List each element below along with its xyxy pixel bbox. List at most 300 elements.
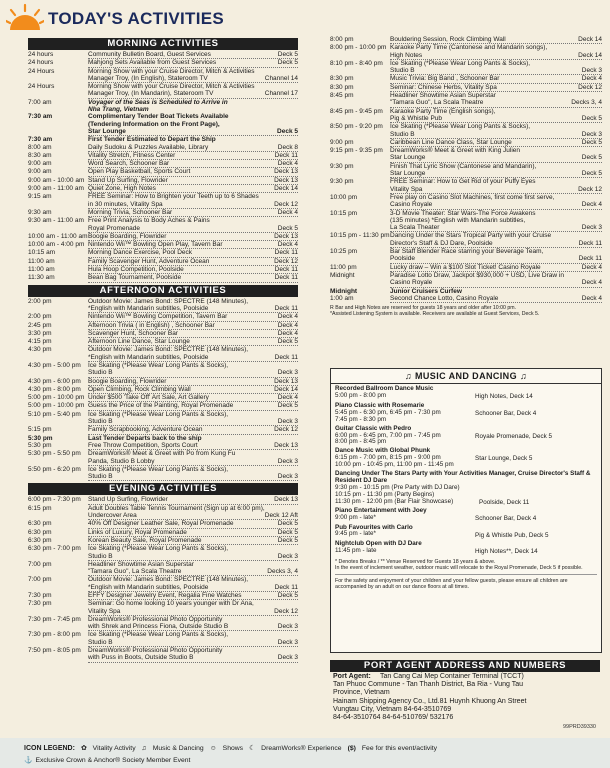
schedule-row xyxy=(28,631,298,647)
event-description: Karaoke Party Time (English songs), xyxy=(390,107,496,115)
event-line xyxy=(88,330,298,338)
event-venue: Deck 3 xyxy=(581,67,602,75)
event-description: Ice Skating (*Please Wear Long Pants & Socks), xyxy=(88,465,229,473)
event-time: 9:30 am - 11:00 am xyxy=(28,217,84,225)
event-description: Voyager of the Seas is Scheduled to Arrive in xyxy=(88,98,228,106)
event-details xyxy=(88,113,298,136)
event-details xyxy=(390,139,602,147)
schedule-row xyxy=(28,68,298,84)
event-venue: Deck 5 xyxy=(581,114,602,122)
event-description: Daily Sudoku & Puzzles Available, Library xyxy=(88,143,209,151)
event-venue: Deck 12 xyxy=(274,426,298,434)
event-venue: Deck 4 xyxy=(277,241,298,249)
event-description: "Tamara Guo", La Scala Theatre xyxy=(390,99,484,107)
evening-list-continued xyxy=(330,36,602,303)
music-entry xyxy=(331,523,601,540)
event-description: Stand Up Surfing, Flowrider xyxy=(88,176,168,184)
event-description: Studio B xyxy=(88,638,113,646)
event-details xyxy=(88,386,298,394)
event-details xyxy=(88,338,298,346)
event-description: Outdoor Movie: James Bond: SPECTRE (148 Minutes), xyxy=(88,576,249,584)
schedule-row xyxy=(330,272,602,288)
event-description: Second Chance Lotto, Casino Royale xyxy=(390,294,499,302)
legend-row xyxy=(24,756,190,764)
event-venue: Deck 12 xyxy=(578,83,602,91)
schedule-row xyxy=(28,426,298,434)
schedule-row xyxy=(28,209,298,217)
event-description: Morning Show with your Cruise Director, Mitch & Activities xyxy=(88,67,255,75)
event-details xyxy=(390,232,602,248)
event-details xyxy=(88,346,298,362)
legend-row xyxy=(24,744,437,752)
event-description: Family Scavenger Hunt, Adventure Ocean xyxy=(88,257,210,265)
event-line xyxy=(88,136,298,143)
event-details xyxy=(88,209,298,217)
event-time: 6:15 pm xyxy=(28,504,52,512)
event-description: Lucky draw – Win a $100 Slot Ticket! Casino Royale xyxy=(390,263,541,271)
event-time: 7:30 pm xyxy=(28,600,52,608)
left-column xyxy=(28,36,298,663)
event-details xyxy=(390,272,602,288)
event-description: Star Lounge xyxy=(390,170,426,178)
music-venue: Pig & Whistle Pub, Deck 5 xyxy=(475,531,549,539)
schedule-row xyxy=(330,163,602,179)
event-line xyxy=(390,115,602,123)
event-description: Music Trivia: Big Band , Schooner Bar xyxy=(390,75,500,83)
event-details xyxy=(390,194,602,210)
event-description: Morning Dance Exercise, Pool Deck xyxy=(88,249,193,257)
event-time: 7:50 pm - 8:05 pm xyxy=(28,647,81,655)
event-description: Royal Promenade xyxy=(88,224,141,232)
schedule-row xyxy=(28,193,298,209)
event-description: *English with Mandarin subtitles, Poolside xyxy=(88,304,209,312)
event-line xyxy=(88,442,298,450)
event-line xyxy=(88,233,298,241)
music-title: Piano Entertainment with Joey xyxy=(335,506,427,514)
event-details xyxy=(88,168,298,176)
schedule-row xyxy=(28,346,298,362)
fee-icon: ($) xyxy=(347,744,356,752)
event-time: 8:45 pm xyxy=(330,92,354,100)
schedule-row xyxy=(330,84,602,92)
event-line xyxy=(390,201,602,209)
schedule-row xyxy=(28,233,298,241)
event-line xyxy=(88,241,298,249)
event-details xyxy=(88,136,298,143)
event-line xyxy=(88,473,298,481)
morning-list xyxy=(28,51,298,283)
schedule-row xyxy=(28,59,298,67)
music-time: 6:15 pm - 7:00 pm, 8:15 pm - 9:00 pm xyxy=(335,454,441,462)
event-time: 6:30 pm - 7:00 pm xyxy=(28,545,81,553)
event-time: 8:00 pm xyxy=(330,36,354,43)
event-time: 10:15 pm - 11:30 pm xyxy=(330,232,390,240)
event-line xyxy=(88,106,298,113)
event-time: 8:10 pm - 8:40 pm xyxy=(330,59,383,67)
music-venue: Star Lounge, Deck 5 xyxy=(475,455,533,463)
event-line xyxy=(88,496,298,504)
event-details xyxy=(88,233,298,241)
schedule-row xyxy=(28,113,298,136)
music-entry-details xyxy=(335,403,475,424)
event-details xyxy=(88,59,298,67)
event-details xyxy=(88,450,298,466)
event-details xyxy=(390,108,602,124)
event-details xyxy=(88,402,298,410)
port-line: Vungtau City, Vietnam 84-64-3510769 xyxy=(333,705,452,713)
event-details xyxy=(390,178,602,194)
event-line xyxy=(390,52,602,60)
event-description: EFFY Designer Jewelry Event, Regalia Fine Watches xyxy=(88,592,242,599)
event-details xyxy=(88,647,298,663)
event-time: 4:30 pm - 5:00 pm xyxy=(28,361,81,369)
event-time: 10:25 pm xyxy=(330,248,358,256)
event-description: Ice Skating (*Please Wear Long Pants & Socks), xyxy=(390,59,531,67)
right-column xyxy=(330,36,602,317)
schedule-row xyxy=(28,386,298,394)
event-details xyxy=(88,298,298,314)
event-venue: Deck 3 xyxy=(277,654,298,662)
event-line xyxy=(88,623,298,631)
evening-list xyxy=(28,496,298,662)
event-time: 7:30 pm xyxy=(28,592,52,599)
event-line xyxy=(88,386,298,394)
event-line xyxy=(88,201,298,209)
event-description: Open Play Basketball, Sports Court xyxy=(88,168,191,176)
event-description: Community Bulletin Board, Guest Services xyxy=(88,51,211,58)
event-venue: Deck 11 xyxy=(274,151,298,159)
event-time: Midnight xyxy=(330,287,358,295)
music-entry-details xyxy=(335,448,475,469)
event-line xyxy=(390,288,602,295)
event-venue: Deck 5 xyxy=(277,224,298,232)
event-time: 1:00 am xyxy=(330,294,354,302)
event-time: 24 Hours xyxy=(28,83,55,91)
schedule-row xyxy=(28,241,298,249)
event-details xyxy=(88,241,298,249)
event-time: 4:15 pm xyxy=(28,338,52,346)
schedule-row xyxy=(330,75,602,83)
event-line xyxy=(88,608,298,616)
event-description: Karaoke Party Time (Cantonese and Mandarin songs), xyxy=(390,44,548,52)
event-line xyxy=(390,170,602,178)
event-line xyxy=(88,160,298,168)
schedule-row xyxy=(28,330,298,338)
event-line xyxy=(88,225,298,233)
music-time: 5:00 pm - 8:00 pm xyxy=(335,391,387,399)
event-description: "Tamara Guo", La Scala Theatre xyxy=(88,568,182,576)
event-time: 6:00 pm - 7:30 pm xyxy=(28,496,81,504)
event-time: 11:30 am xyxy=(28,274,55,282)
event-details xyxy=(88,631,298,647)
event-time: 5:30 pm xyxy=(28,434,53,442)
schedule-row xyxy=(330,194,602,210)
event-venue: Deck 4 xyxy=(277,321,298,329)
event-time: 9:00 am - 10:00 am xyxy=(28,176,85,184)
event-time: 3:30 pm xyxy=(28,329,52,337)
event-details xyxy=(88,99,298,114)
event-description: 3-D Movie Theater: Star Wars-The Force Awakens xyxy=(390,209,536,217)
event-details xyxy=(88,266,298,274)
event-description: Headliner Showtime Asian Superstar xyxy=(390,92,496,100)
event-description: Ice Skating (*Please Wear Long Pants & Socks), xyxy=(88,410,229,418)
event-line xyxy=(390,154,602,162)
event-venue: Deck 13 xyxy=(274,441,298,449)
music-title: Guitar Classic with Pedro xyxy=(335,424,412,432)
schedule-row xyxy=(28,537,298,545)
event-description: *English with Mandarin subtitles, Poolside xyxy=(88,583,209,591)
music-venue: High Notes**, Deck 14 xyxy=(475,548,538,556)
event-time: 5:50 pm - 6:20 pm xyxy=(28,465,81,473)
event-time: 6:30 pm xyxy=(28,536,52,544)
schedule-row xyxy=(330,295,602,303)
port-line: Province, Vietnam xyxy=(333,689,390,697)
event-venue: Deck 5 xyxy=(277,536,298,544)
schedule-row xyxy=(28,274,298,282)
schedule-row xyxy=(28,529,298,537)
schedule-row xyxy=(330,92,602,108)
event-description: Ice Skating (*Please Wear Long Pants & Socks), xyxy=(88,361,229,369)
schedule-row xyxy=(330,147,602,163)
event-description: Casino Royale xyxy=(390,201,433,209)
event-venue: Deck 13 xyxy=(274,496,298,504)
event-line xyxy=(88,322,298,330)
event-description: Seminar: Go home looking 10 years younger with Dr Ana, xyxy=(88,600,254,608)
morning-heading: MORNING ACTIVITIES xyxy=(28,38,298,50)
event-time: 4:30 pm - 6:00 pm xyxy=(28,377,81,385)
event-details xyxy=(88,561,298,577)
event-description: Ice Skating (*Please Wear Long Pants & Socks), xyxy=(390,123,531,131)
event-time: 7:30 am xyxy=(28,113,53,121)
schedule-row xyxy=(28,616,298,632)
event-description: Links of Luxury, Royal Promenade xyxy=(88,528,187,536)
schedule-row xyxy=(28,450,298,466)
music-entry-details xyxy=(335,471,597,506)
schedule-row xyxy=(28,152,298,160)
event-description: Under $500 'Take Off' Art Sale, Art Gallery xyxy=(88,394,209,402)
event-venue: Deck 13 xyxy=(274,168,298,176)
music-time: 9:45 pm - late* xyxy=(335,530,376,538)
event-description: Headliner Showtime Asian Superstar xyxy=(88,560,194,568)
music-time: 6:00 pm - 6:45 pm, 7:00 pm - 7:45 pm xyxy=(335,431,441,439)
event-time: 5:15 pm xyxy=(28,426,52,434)
event-description: Ice Skating (*Please Wear Long Pants & Socks), xyxy=(88,631,229,639)
music-venue: Royale Promenade, Deck 5 xyxy=(475,432,553,440)
event-time: 8:30 pm xyxy=(330,83,354,91)
schedule-row xyxy=(28,647,298,663)
event-time: 8:30 pm xyxy=(330,75,354,83)
music-venue: High Notes, Deck 14 xyxy=(475,393,533,400)
event-description: FREE Seminar: How to Brighten your Teeth up to 6 Shades xyxy=(88,193,259,201)
event-description: Studio B xyxy=(88,473,113,481)
event-description: Hula Hoop Competition, Poolside xyxy=(88,266,184,274)
event-venue: Deck 8 xyxy=(277,143,298,151)
schedule-row xyxy=(28,185,298,193)
event-time: 6:30 pm xyxy=(28,528,52,536)
event-description: Family Scrapbooking, Adventure Ocean xyxy=(88,426,203,434)
music-entry xyxy=(331,424,601,447)
event-time: 7:00 am xyxy=(28,98,52,106)
event-venue: Deck 13 xyxy=(274,377,298,385)
schedule-row xyxy=(28,298,298,314)
event-description: Last Tender Departs back to the ship xyxy=(88,434,202,442)
event-details xyxy=(88,330,298,338)
event-description: DreamWorks® Meet & Greet with Po from Kung Fu xyxy=(88,450,236,458)
event-description: DreamWorks® Professional Photo Opportunity xyxy=(88,615,223,623)
event-venue: Deck 4 xyxy=(277,208,298,216)
event-description: Seminar: Chinese Herbs, Vitality Spa xyxy=(390,83,497,91)
event-description: Word Search, Schooner Bar xyxy=(88,160,170,168)
event-description: Boogie Boarding, Flowrider xyxy=(88,232,167,240)
event-details xyxy=(88,576,298,592)
schedule-row xyxy=(330,44,602,60)
event-venue: Channel 14 xyxy=(264,74,298,82)
event-time: 24 hours xyxy=(28,51,54,58)
music-heading-row xyxy=(331,369,601,384)
event-details xyxy=(88,426,298,434)
event-details xyxy=(390,123,602,139)
event-venue: Deck 5 xyxy=(277,51,298,58)
event-time: 7:30 am xyxy=(28,136,53,144)
event-venue: Deck 3 xyxy=(581,224,602,232)
schedule-row xyxy=(28,394,298,402)
event-time: 7:30 pm - 8:00 pm xyxy=(28,631,81,639)
event-venue: Deck 3 xyxy=(277,623,298,631)
music-icon: ♫ xyxy=(141,744,147,752)
event-description: Free play on Casino Slot Machines, first come first serve, xyxy=(390,193,555,201)
event-line xyxy=(390,36,602,44)
event-description: Studio B xyxy=(88,369,113,377)
event-line xyxy=(88,435,298,442)
event-description: Studio B xyxy=(390,67,415,75)
schedule-row xyxy=(28,520,298,528)
event-details xyxy=(88,51,298,59)
port-agent-info xyxy=(333,673,599,722)
event-time: 24 hours xyxy=(28,59,54,67)
event-description: Ice Skating (*Please Wear Long Pants & Socks), xyxy=(88,545,229,553)
port-agent-row xyxy=(333,673,599,681)
event-details xyxy=(390,210,602,233)
event-details xyxy=(88,258,298,266)
schedule-row xyxy=(28,249,298,257)
event-time: 11:00 am xyxy=(28,266,55,274)
music-time: 11:45 pm - late xyxy=(335,547,377,555)
event-time: 11:00 pm xyxy=(330,263,357,271)
event-venue: Deck 5 xyxy=(277,528,298,536)
event-time: 5:10 pm - 5:40 pm xyxy=(28,410,81,418)
event-details xyxy=(88,545,298,561)
schedule-row xyxy=(28,496,298,504)
event-venue: Deck 5 xyxy=(277,338,298,346)
event-venue: Deck 4 xyxy=(277,329,298,337)
event-time: 9:15 am xyxy=(28,193,52,201)
schedule-row xyxy=(28,576,298,592)
schedule-row xyxy=(28,136,298,143)
event-venue: Deck 11 xyxy=(274,304,298,312)
event-time: 10:00 pm xyxy=(330,193,358,201)
event-line xyxy=(390,84,602,92)
event-description: with Shrek and Princess Fiona, Outside Studio B xyxy=(88,623,229,631)
event-description: Complimentary Tender Boat Tickets Available xyxy=(88,113,229,121)
event-line xyxy=(88,313,298,321)
event-line xyxy=(88,654,298,662)
event-description: Panda, Studio B Lobby xyxy=(88,457,155,465)
event-line xyxy=(88,426,298,434)
music-time: 5:45 pm - 6:30 pm, 6:45 pm - 7:30 pm xyxy=(335,408,441,416)
evening-heading: EVENING ACTIVITIES xyxy=(28,483,298,495)
event-description: Undercover Area xyxy=(88,512,137,520)
event-venue: Deck 4 xyxy=(277,313,298,321)
event-details xyxy=(88,600,298,616)
music-time: 10:15 pm - 11:30 pm (Party Begins) xyxy=(335,490,435,498)
event-details xyxy=(88,496,298,504)
event-line xyxy=(88,418,298,426)
music-entry xyxy=(331,384,601,401)
event-details xyxy=(390,44,602,60)
legend-shows: Shows xyxy=(222,744,244,752)
document-code: 99PRD39330 xyxy=(562,724,596,730)
event-details xyxy=(390,36,602,44)
music-title: Nightclub Open with DJ Dare xyxy=(335,540,422,548)
event-line xyxy=(88,305,298,313)
event-details xyxy=(88,274,298,282)
port-agent-label: Port Agent: xyxy=(333,673,371,680)
music-time: 8:00 pm - 8:45 pm xyxy=(335,438,387,446)
event-description: Studio B xyxy=(88,418,113,426)
event-venue: Deck 12 xyxy=(578,185,602,193)
music-time: 11:30 pm - 12:00 pm (Bar Flair Showcase) xyxy=(335,497,454,505)
event-venue: Deck 12 xyxy=(274,200,298,208)
event-details xyxy=(390,295,602,303)
event-line xyxy=(390,295,602,303)
event-time: 6:30 pm xyxy=(28,520,52,528)
event-description: Afternoon Trivia ( in English) , Schooner Bar xyxy=(88,321,215,329)
event-venue: Deck 5 xyxy=(277,59,298,67)
event-time: 24 Hours xyxy=(28,67,55,75)
event-line xyxy=(88,402,298,410)
event-venue: Deck 4 xyxy=(581,294,602,302)
music-entry xyxy=(331,401,601,424)
event-description: Open Climbing, Rock Climbing Wall xyxy=(88,385,191,393)
music-entry-details xyxy=(335,541,475,556)
event-details xyxy=(88,217,298,233)
event-time: 8:00 pm - 10:00 pm xyxy=(330,44,387,52)
event-time: 9:00 am xyxy=(28,160,52,168)
music-time: 9:00 pm - late* xyxy=(335,513,376,521)
event-description: Casino Royale xyxy=(390,279,433,287)
event-description: Star Lounge xyxy=(88,127,126,135)
event-details xyxy=(390,84,602,92)
afternoon-list xyxy=(28,298,298,482)
event-details xyxy=(390,248,602,264)
event-description: DreamWorks® Professional Photo Opportunity xyxy=(88,647,223,655)
event-time: 9:00 pm xyxy=(330,138,354,146)
shows-icon: ☺ xyxy=(209,744,217,752)
event-time: 9:15 pm - 9:35 pm xyxy=(330,147,383,155)
event-line xyxy=(390,240,602,248)
event-description: Director's Staff & DJ Dare, Poolside xyxy=(390,239,493,247)
event-details xyxy=(88,160,298,168)
event-details xyxy=(88,193,298,209)
event-line xyxy=(88,144,298,152)
event-time: 10:00 am - 4:00 pm xyxy=(28,241,85,249)
event-line xyxy=(88,177,298,185)
event-line xyxy=(88,458,298,466)
event-description: Quiet Zone, High Notes xyxy=(88,185,156,193)
schedule-row xyxy=(28,545,298,561)
schedule-row xyxy=(330,248,602,264)
event-description: Dancing Under the Stars Tropical Party with your Cruise xyxy=(390,232,552,240)
